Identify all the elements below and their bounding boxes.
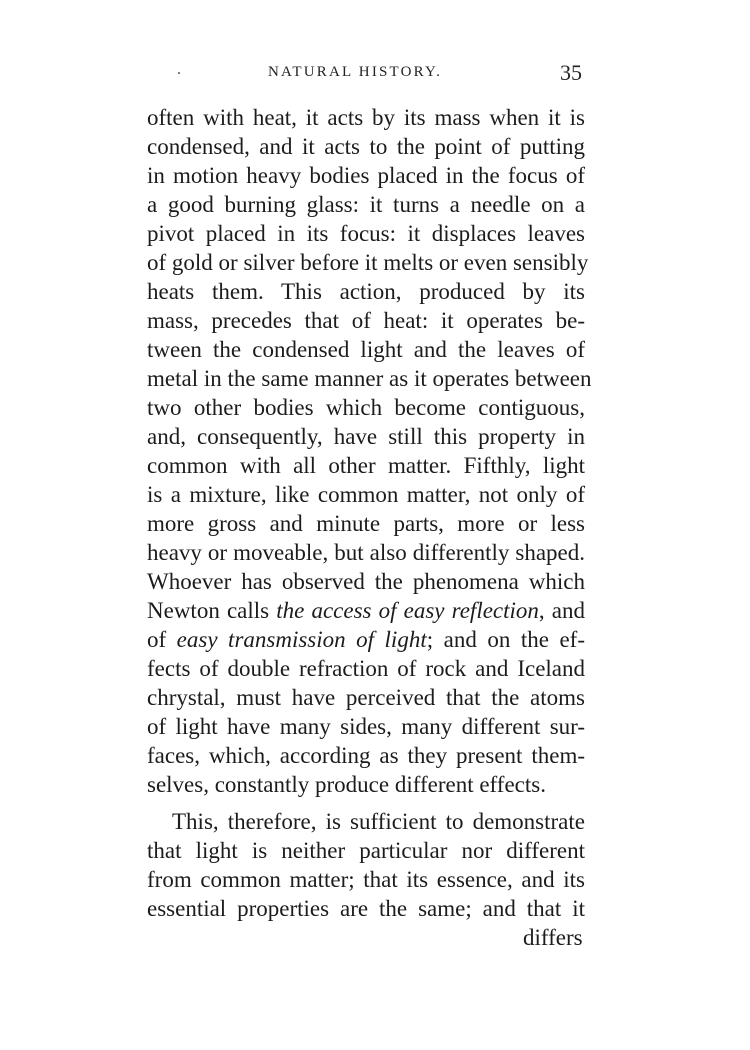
text-line: Whoever has observed the phenomena which <box>147 569 585 594</box>
text-line: faces, which, according as they present them- <box>147 743 585 768</box>
text-line: more gross and minute parts, more or less <box>147 511 585 536</box>
text-run: of <box>147 627 177 652</box>
text-line: metal in the same manner as it operates between <box>147 366 592 391</box>
text-line: mass, precedes that of heat: it operates be- <box>147 308 585 333</box>
text-line <box>147 596 585 625</box>
text-run: , and <box>538 598 586 623</box>
text-line: fects of double refraction of rock and Iceland <box>147 656 585 681</box>
text-line: heavy or moveable, but also differently shaped. <box>147 540 585 565</box>
text-line: two other bodies which become contiguous, <box>147 395 585 420</box>
text-line: common with all other matter. Fifthly, light <box>147 453 585 478</box>
italic-phrase: easy transmission of light <box>176 627 427 652</box>
italic-phrase: the access of easy reflection <box>276 598 539 623</box>
text-line: often with heat, it acts by its mass when it is <box>147 105 585 130</box>
running-head: NATURAL HISTORY. <box>268 64 443 80</box>
text-run: ; and on the ef- <box>426 627 585 652</box>
text-line: heats them. This action, produced by its <box>147 279 585 304</box>
text-line: in motion heavy bodies placed in the focus of <box>147 163 585 188</box>
catchword: differs <box>523 925 583 950</box>
text-line: condensed, and it acts to the point of putting <box>147 134 585 159</box>
text-line: from common matter; that its essence, and its <box>147 867 585 892</box>
text-line: a good burning glass: it turns a needle on a <box>147 192 585 217</box>
text-line <box>147 625 585 654</box>
text-line: This, therefore, is sufficient to demonstrate <box>172 809 585 834</box>
text-line: of gold or silver before it melts or even sensibly <box>147 250 589 275</box>
text-line: is a mixture, like common matter, not only of <box>147 482 585 507</box>
text-line: selves, constantly produce different effects. <box>147 772 546 797</box>
text-line: of light have many sides, many different sur- <box>147 714 585 739</box>
page-number: 35 <box>560 60 582 85</box>
text-line: chrystal, must have perceived that the atoms <box>147 685 585 710</box>
text-line: and, consequently, have still this property in <box>147 424 585 449</box>
ink-speck <box>178 72 180 74</box>
text-line: pivot placed in its focus: it displaces leaves <box>147 221 585 246</box>
text-line: essential properties are the same; and that it <box>147 896 585 921</box>
text-line: that light is neither particular nor different <box>147 838 585 863</box>
text-run: Newton calls <box>147 598 277 623</box>
text-line: tween the condensed light and the leaves of <box>147 337 585 362</box>
